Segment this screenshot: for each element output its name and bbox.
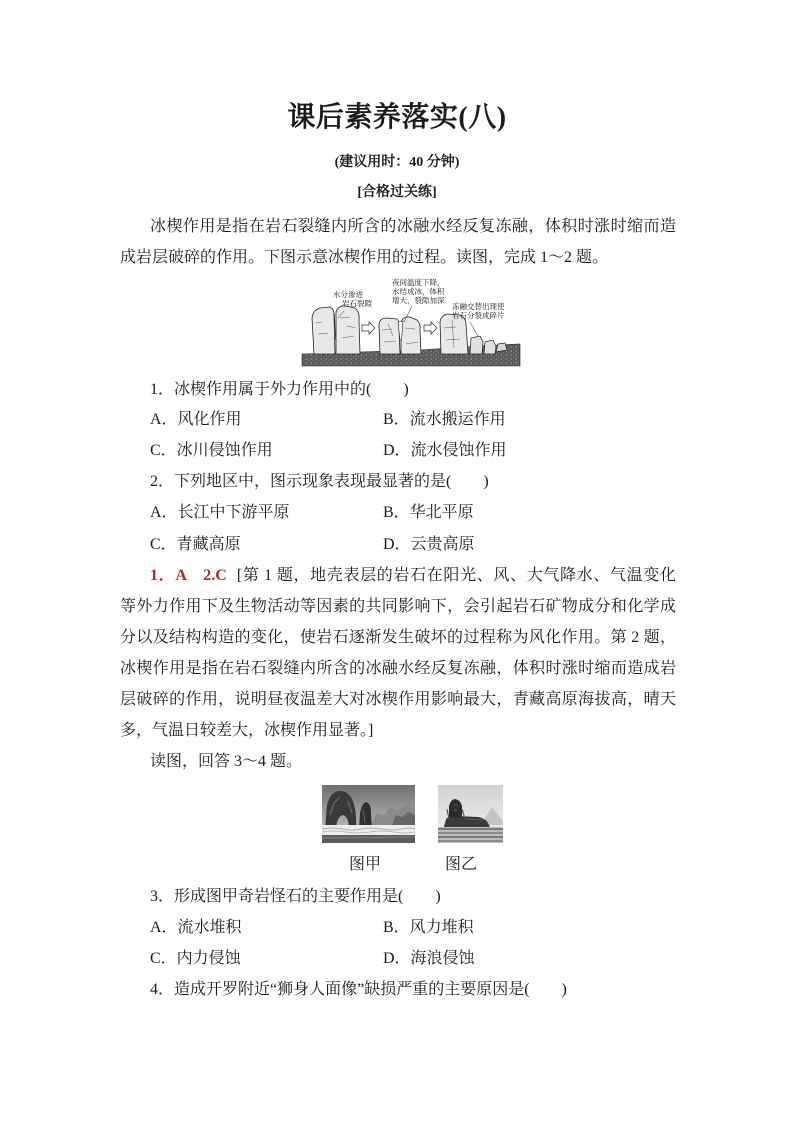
q2-stem: 2．下列地区中，图示现象表现最显著的是( ) — [150, 473, 489, 490]
q4-stem: 4．造成开罗附近“狮身人面像”缺损严重的主要原因是( ) — [150, 981, 567, 998]
photo-b-sphinx — [438, 785, 503, 843]
stage3-label-line-2: 岩石分裂成碎片 — [452, 311, 505, 320]
q1-option-a: A．风化作用 — [150, 411, 242, 428]
answer-line-2: 等外力作用下及生物活动等因素的共同影响下，会引起岩石矿物成分和化学成 — [120, 598, 676, 615]
ice-wedging-diagram — [300, 278, 522, 368]
q1-stem: 1．冰楔作用属于外力作用中的( ) — [150, 381, 409, 398]
answer-key: 1．A 2.C — [150, 567, 227, 584]
intro2: 读图，回答 3～4 题。 — [150, 753, 303, 770]
q3-option-d: D．海浪侵蚀 — [383, 950, 475, 967]
q3-stem: 3．形成图甲奇岩怪石的主要作用是( ) — [150, 888, 441, 905]
answer-line-3: 分以及结构构造的变化，使岩石逐渐发生破坏的过程称为风化作用。第 2 题， — [120, 629, 676, 646]
time-note: (建议用时：40 分钟) — [334, 155, 460, 170]
intro1-line-1: 冰楔作用是指在岩石裂缝内所含的冰融水经反复冻融，体积时涨时缩而造 — [150, 218, 676, 235]
intro1-line-2: 成岩层破碎的作用。下图示意冰楔作用的过程。读图，完成 1～2 题。 — [120, 249, 609, 266]
q2-option-c: C．青藏高原 — [150, 536, 241, 553]
photo-a-sea-rocks — [322, 785, 415, 843]
process-arrow-1 — [362, 322, 375, 334]
stage2-label-line-3: 增大，裂隙加深 — [392, 296, 445, 305]
stage1-rocks — [312, 306, 360, 354]
q1-option-c: C．冰川侵蚀作用 — [150, 442, 273, 459]
stage3-label-line-1: 冻融交替出现使 — [452, 302, 505, 311]
page-title: 课后素养落实(八) — [287, 102, 507, 133]
photo-b-caption: 图乙 — [444, 856, 477, 873]
process-arrow-2 — [424, 322, 437, 334]
answer-text-1: [第 1 题，地壳表层的岩石在阳光、风、大气降水、气温变化 — [236, 567, 676, 584]
q2-option-a: A．长江中下游平原 — [150, 504, 290, 521]
stage1-label-line-2: 岩石裂隙 — [342, 299, 372, 308]
q2-option-d: D．云贵高原 — [383, 536, 475, 553]
answer-line-1 — [150, 564, 676, 588]
q2-option-b: B．华北平原 — [383, 504, 474, 521]
stage2-rocks — [379, 317, 421, 354]
section-heading: [合格过关练] — [357, 185, 437, 200]
q3-option-c: C．内力侵蚀 — [150, 950, 241, 967]
answer-line-5: 层破碎的作用，说明昼夜温差大对冰楔作用影响最大，青藏高原海拔高，晴天 — [120, 691, 676, 708]
q1-option-b: B．流水搬运作用 — [383, 411, 506, 428]
answer-line-6: 多，气温日较差大，冰楔作用显著。] — [120, 722, 374, 739]
q3-option-a: A．流水堆积 — [150, 919, 242, 936]
stage3-rocks — [440, 314, 507, 354]
answer-line-4: 冰楔作用是指在岩石裂缝内所含的冰融水经反复冻融，体积时涨时缩而造成岩 — [120, 660, 676, 677]
q1-option-d: D．流水侵蚀作用 — [383, 442, 507, 459]
stage2-label-line-2: 水结成冰，体积 — [392, 287, 445, 296]
q3-option-b: B．风力堆积 — [383, 919, 474, 936]
stage2-label-line-1: 夜间温度下降， — [392, 278, 445, 287]
stage1-label-line-1: 水分渗进 — [333, 290, 363, 299]
photo-a-caption: 图甲 — [348, 856, 381, 873]
